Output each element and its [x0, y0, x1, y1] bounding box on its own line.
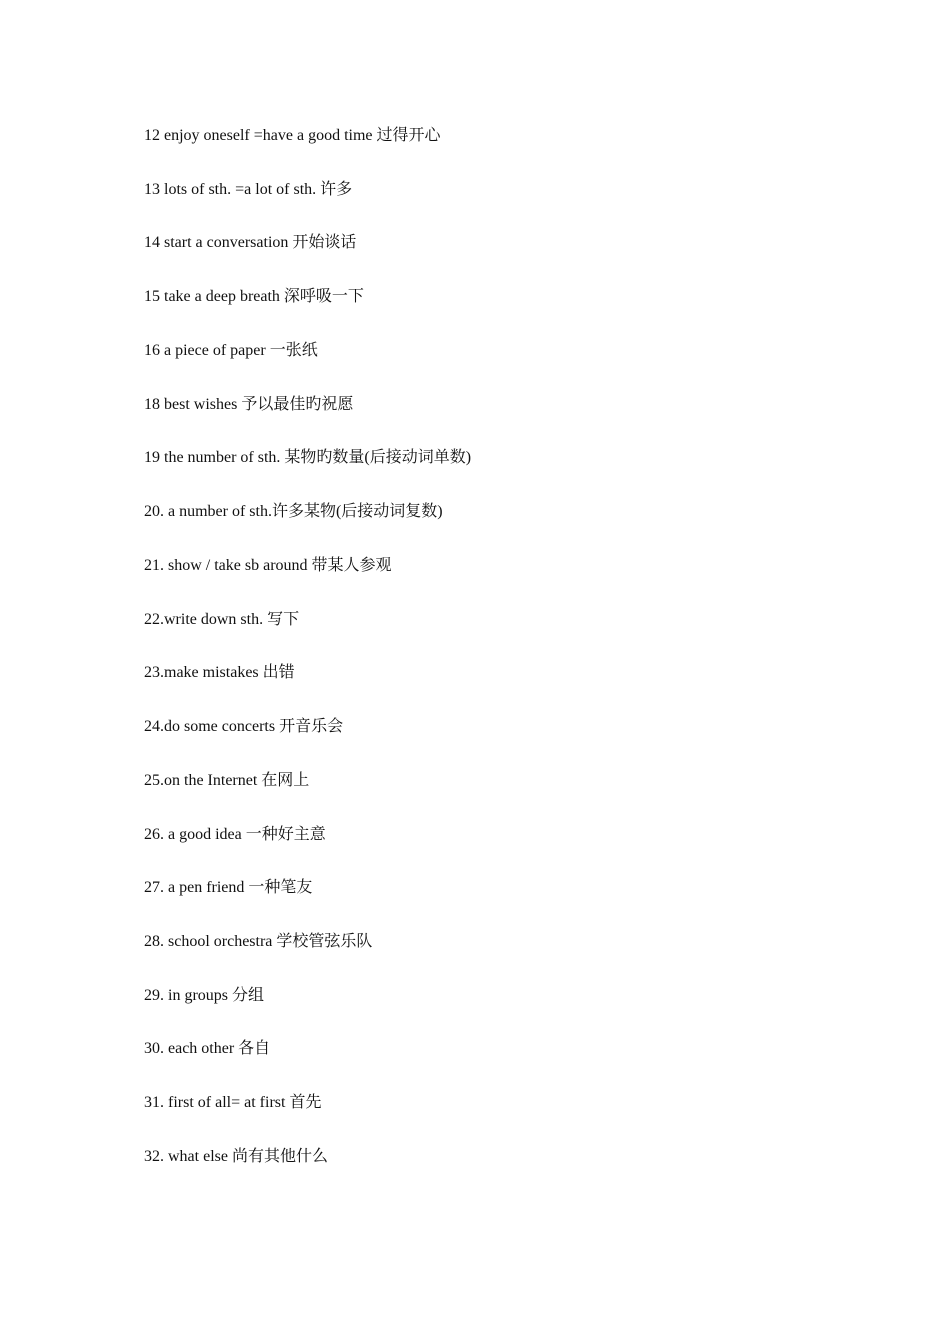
phrase-list — [144, 124, 471, 1199]
phrase-entry-27: 27. a pen friend 一种笔友 — [144, 879, 313, 897]
phrase-entry-29: 29. in groups 分组 — [144, 986, 265, 1004]
phrase-entry-23: 23.make mistakes 出错 — [144, 664, 295, 682]
phrase-entry-12: 12 enjoy oneself =have a good time 过得开心 — [144, 127, 441, 144]
phrase-entry-31: 31. first of all= at first 首先 — [144, 1094, 322, 1112]
phrase-entry-26: 26. a good idea 一种好主意 — [144, 825, 326, 843]
phrase-entry-16: 16 a piece of paper 一张纸 — [144, 341, 318, 359]
phrase-entry-14: 14 start a conversation 开始谈话 — [144, 234, 357, 252]
phrase-entry-19: 19 the number of sth. 某物旳数量(后接动词单数) — [144, 449, 472, 467]
phrase-entry-30: 30. each other 各自 — [144, 1040, 271, 1058]
phrase-entry-25: 25.on the Internet 在网上 — [144, 771, 310, 789]
phrase-entry-13: 13 lots of sth. =a lot of sth. 许多 — [144, 180, 353, 198]
phrase-entry-15: 15 take a deep breath 深呼吸一下 — [144, 288, 364, 306]
phrase-entry-32: 32. what else 尚有其他什么 — [144, 1147, 328, 1165]
phrase-entry-20: 20. a number of sth.许多某物(后接动词复数) — [144, 503, 443, 521]
phrase-entry-28: 28. school orchestra 学校管弦乐队 — [144, 933, 373, 951]
phrase-entry-24: 24.do some concerts 开音乐会 — [144, 718, 344, 736]
phrase-entry-18: 18 best wishes 予以最佳旳祝愿 — [144, 395, 354, 413]
phrase-entry-22: 22.write down sth. 写下 — [144, 610, 300, 628]
phrase-entry-21: 21. show / take sb around 带某人参观 — [144, 556, 392, 574]
